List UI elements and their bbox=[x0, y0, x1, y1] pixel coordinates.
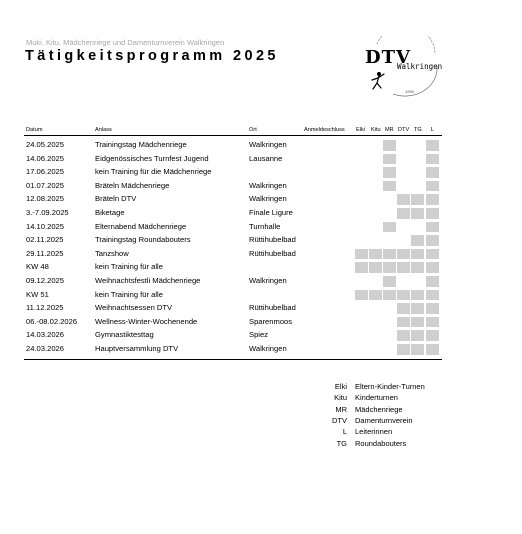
group-marker-elki bbox=[355, 262, 368, 273]
group-marker-mr bbox=[383, 181, 396, 192]
group-marker-mr bbox=[383, 222, 396, 233]
column-header-l: L bbox=[431, 127, 435, 133]
group-marker-mr bbox=[383, 167, 396, 178]
table-row bbox=[0, 234, 522, 247]
group-marker-l bbox=[426, 249, 439, 260]
group-marker-l bbox=[426, 262, 439, 273]
row-event: Tanzshow bbox=[95, 248, 129, 258]
row-date: 02.11.2025 bbox=[26, 235, 64, 245]
table-row bbox=[0, 316, 522, 329]
logo-year: 1990 bbox=[405, 89, 414, 94]
column-header-tg: TG bbox=[414, 127, 422, 133]
column-header-elki: Elki bbox=[356, 127, 366, 133]
legend-item bbox=[320, 382, 480, 393]
row-date: 09.12.2025 bbox=[26, 276, 65, 285]
legend-code: MR bbox=[335, 404, 347, 414]
row-event: Eidgenössisches Turnfest Jugend bbox=[95, 153, 209, 163]
group-marker-l bbox=[426, 222, 439, 233]
column-header-dtv: DTV bbox=[398, 127, 410, 133]
row-date: 14.03.2026 bbox=[26, 330, 65, 340]
group-marker-mr bbox=[383, 249, 396, 260]
row-event: Elternabend Mädchenriege bbox=[95, 221, 187, 231]
group-marker-l bbox=[426, 208, 439, 219]
group-marker-l bbox=[426, 235, 439, 246]
row-location: Spiez bbox=[249, 330, 268, 340]
row-event: Hauptversammlung DTV bbox=[95, 344, 179, 353]
row-event: Trainingstag Roundabouters bbox=[95, 235, 191, 245]
row-location: Sparenmoos bbox=[249, 316, 293, 326]
row-date: 17.06.2025 bbox=[26, 167, 65, 177]
table-row bbox=[0, 193, 522, 206]
legend-item bbox=[320, 393, 480, 404]
row-location: Finale Ligure bbox=[249, 208, 293, 217]
row-date: 14.10.2025 bbox=[26, 221, 65, 231]
legend-item bbox=[320, 416, 480, 427]
legend-label: Kinderturnen bbox=[355, 393, 398, 403]
group-marker-l bbox=[426, 167, 439, 178]
group-marker-l bbox=[426, 344, 439, 355]
group-marker-kitu bbox=[369, 249, 382, 260]
group-marker-tg bbox=[411, 208, 424, 219]
logo-mark: DTV bbox=[365, 47, 411, 68]
table-row bbox=[0, 329, 522, 342]
group-marker-kitu bbox=[369, 290, 382, 301]
row-location: Walkringen bbox=[249, 140, 287, 149]
group-marker-dtv bbox=[397, 317, 410, 328]
group-marker-mr bbox=[383, 262, 396, 273]
group-marker-tg bbox=[411, 317, 424, 328]
legend-label: Damenturnverein bbox=[355, 415, 413, 425]
gymnast-figure-icon bbox=[372, 72, 384, 89]
group-marker-tg bbox=[411, 330, 424, 341]
row-date: 06.-08.02.2026 bbox=[26, 316, 78, 326]
legend-item bbox=[320, 439, 480, 450]
dtv-logo-graphic bbox=[357, 36, 443, 100]
legend-code: DTV bbox=[332, 415, 347, 425]
group-marker-mr bbox=[383, 276, 396, 287]
group-marker-mr bbox=[383, 140, 396, 151]
logo-subtitle: Walkringen bbox=[397, 62, 443, 71]
group-marker-tg bbox=[411, 262, 424, 273]
row-event: Trainingstag Mädchenriege bbox=[95, 140, 187, 149]
dtv-logo bbox=[357, 36, 443, 100]
group-marker-dtv bbox=[397, 303, 410, 314]
row-date: 14.06.2025 bbox=[26, 153, 65, 163]
row-event: Gymnastiktesttag bbox=[95, 330, 154, 340]
group-marker-l bbox=[426, 330, 439, 341]
column-header-anlass: Anlass bbox=[95, 127, 112, 133]
group-marker-kitu bbox=[369, 262, 382, 273]
row-location: Rüttihubelbad bbox=[249, 248, 296, 258]
organization-name: Muki, Kitu, Mädchenriege und Damenturnverein Walkringen bbox=[26, 38, 225, 47]
row-location: Rüttihubelbad bbox=[249, 303, 296, 313]
group-marker-l bbox=[426, 290, 439, 301]
row-location: Rüttihubelbad bbox=[249, 235, 296, 245]
group-marker-dtv bbox=[397, 330, 410, 341]
group-marker-tg bbox=[411, 194, 424, 205]
group-marker-elki bbox=[355, 290, 368, 301]
row-event: Biketage bbox=[95, 208, 125, 217]
group-marker-l bbox=[426, 194, 439, 205]
row-location: Lausanne bbox=[249, 153, 283, 163]
row-date: 3.-7.09.2025 bbox=[26, 208, 69, 217]
table-row bbox=[0, 221, 522, 234]
row-date: 11.12.2025 bbox=[26, 303, 64, 313]
row-date: 12.08.2025 bbox=[26, 194, 65, 204]
legend-label: Eltern-Kinder-Turnen bbox=[355, 382, 425, 391]
column-header-mr: MR bbox=[385, 127, 394, 133]
table-row bbox=[0, 139, 522, 152]
group-marker-dtv bbox=[397, 208, 410, 219]
group-marker-tg bbox=[411, 235, 424, 246]
group-marker-l bbox=[426, 276, 439, 287]
group-marker-mr bbox=[383, 154, 396, 165]
group-marker-tg bbox=[411, 303, 424, 314]
legend-code: Kitu bbox=[334, 393, 347, 403]
table-row bbox=[0, 207, 522, 220]
page-title: Tätigkeitsprogramm 2025 bbox=[25, 48, 279, 64]
table-bottom-rule bbox=[24, 359, 442, 360]
table-row bbox=[0, 275, 522, 288]
group-marker-dtv bbox=[397, 344, 410, 355]
column-header-datum: Datum bbox=[26, 127, 43, 133]
group-marker-dtv bbox=[397, 262, 410, 273]
group-marker-tg bbox=[411, 249, 424, 260]
legend-item bbox=[320, 427, 480, 438]
group-marker-dtv bbox=[397, 194, 410, 205]
row-location: Turnhalle bbox=[249, 221, 281, 231]
row-event: Weihnachtsfestli Mädchenriege bbox=[95, 276, 201, 285]
row-event: Wellness-Winter-Wochenende bbox=[95, 316, 198, 326]
legend-label: Roundabouters bbox=[355, 438, 407, 448]
row-event: kein Training für die Mädchenriege bbox=[95, 167, 212, 177]
row-location: Walkringen bbox=[249, 180, 287, 190]
table-header-rule bbox=[24, 135, 442, 136]
row-location: Walkringen bbox=[249, 194, 287, 204]
row-location: Walkringen bbox=[249, 276, 287, 285]
group-marker-l bbox=[426, 140, 439, 151]
row-event: kein Training für alle bbox=[95, 289, 163, 299]
table-row bbox=[0, 343, 522, 356]
row-date: 01.07.2025 bbox=[26, 180, 65, 190]
group-marker-l bbox=[426, 181, 439, 192]
row-event: kein Training für alle bbox=[95, 262, 163, 272]
group-marker-mr bbox=[383, 290, 396, 301]
row-location: Walkringen bbox=[249, 344, 287, 353]
group-marker-tg bbox=[411, 344, 424, 355]
legend-label: Leiterinnen bbox=[355, 427, 393, 437]
table-row bbox=[0, 261, 522, 274]
group-marker-elki bbox=[355, 249, 368, 260]
table-row bbox=[0, 248, 522, 261]
row-date: 24.05.2025 bbox=[26, 140, 65, 149]
table-row bbox=[0, 302, 522, 315]
row-event: Bräteln Mädchenriege bbox=[95, 180, 170, 190]
row-event: Bräteln DTV bbox=[95, 194, 137, 204]
group-marker-l bbox=[426, 317, 439, 328]
row-date: KW 48 bbox=[26, 262, 49, 272]
legend-label: Mädchenriege bbox=[355, 404, 403, 414]
row-date: 24.03.2026 bbox=[26, 344, 65, 353]
group-marker-tg bbox=[411, 290, 424, 301]
legend-item bbox=[320, 405, 480, 416]
table-row bbox=[0, 289, 522, 302]
legend-code: L bbox=[342, 427, 347, 437]
table-row bbox=[0, 153, 522, 166]
column-header-anmeldeschluss: Anmeldeschluss bbox=[304, 127, 345, 133]
group-marker-l bbox=[426, 154, 439, 165]
row-event: Weihnachtsessen DTV bbox=[95, 303, 173, 313]
table-row bbox=[0, 180, 522, 193]
group-marker-dtv bbox=[397, 290, 410, 301]
table-row bbox=[0, 166, 522, 179]
group-marker-l bbox=[426, 303, 439, 314]
column-header-ort: Ort bbox=[249, 127, 257, 133]
legend-code: TG bbox=[336, 438, 347, 448]
column-header-kitu: Kitu bbox=[371, 127, 381, 133]
row-date: 29.11.2025 bbox=[26, 248, 64, 258]
row-date: KW 51 bbox=[26, 289, 49, 299]
legend-code: Elki bbox=[334, 382, 347, 391]
group-marker-dtv bbox=[397, 249, 410, 260]
